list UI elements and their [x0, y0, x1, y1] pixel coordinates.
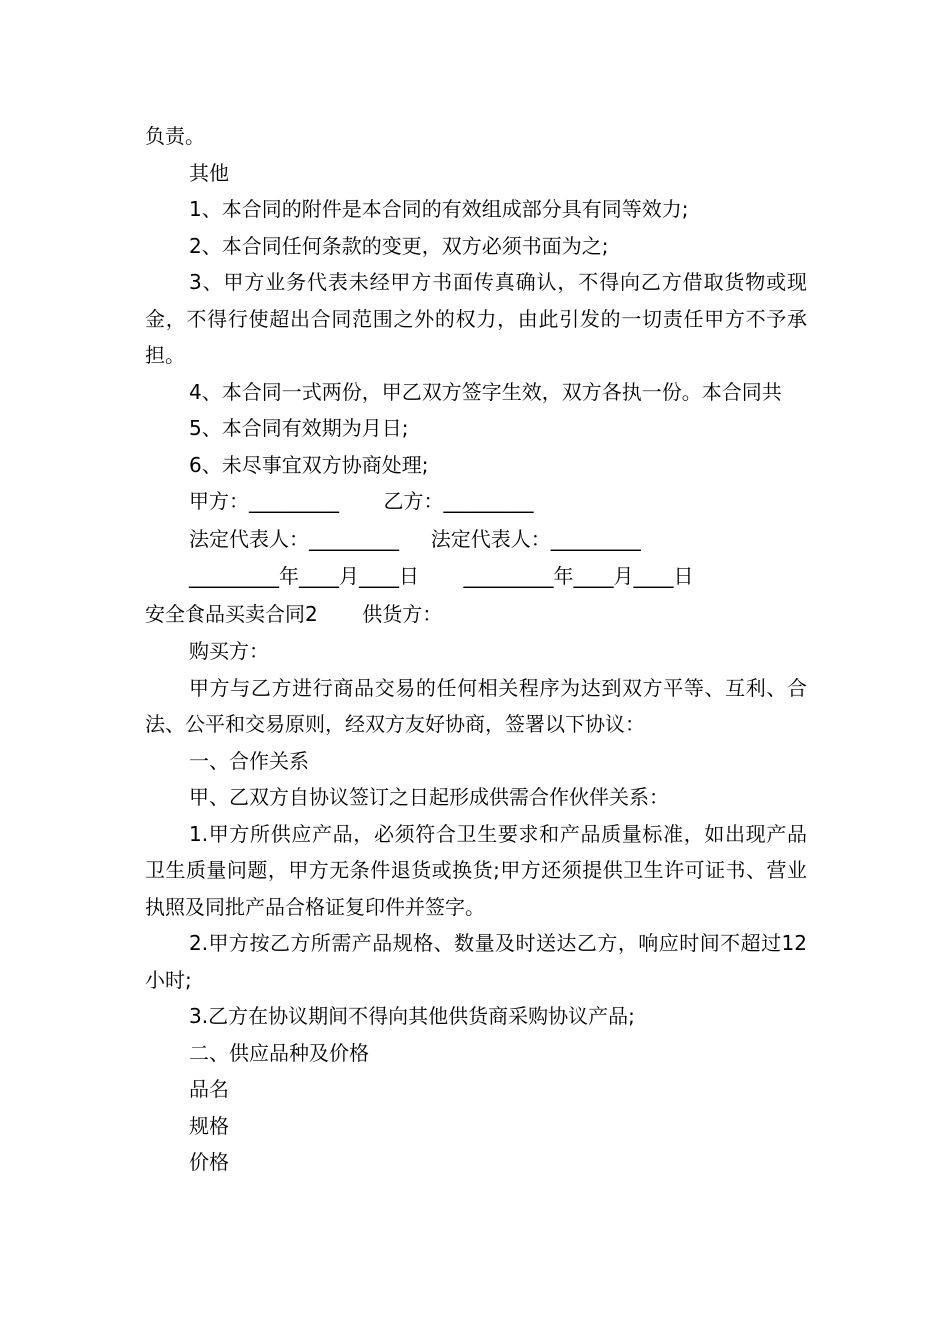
paragraph-fuze: 负责。: [145, 124, 205, 148]
contract-2-title-line: 安全食品买卖合同2 供货方：: [145, 601, 443, 626]
section-1-item-3: 3.乙方在协议期间不得向其他供货商采购协议产品;: [189, 1004, 635, 1028]
heading-qita: 其他: [189, 160, 229, 185]
section-1-item-1: 1.甲方所供应产品，必须符合卫生要求和产品质量标准，如出现产品卫生质量问题，甲方无条件退货或换货;甲方还须提供卫生许可证书、营业执照及同批产品合格证复印件并签字。: [145, 821, 807, 919]
section-2-heading: 二、供应品种及价格: [189, 1040, 369, 1065]
clause-5: 5、本合同有效期为月日;: [189, 416, 409, 440]
table-label-name: 品名: [189, 1077, 229, 1101]
clause-4: 4、本合同一式两份，甲乙双方签字生效，双方各执一份。本合同共: [189, 379, 782, 404]
section-1-heading: 一、合作关系: [189, 748, 309, 773]
signature-representative-line: 法定代表人：_________ 法定代表人：_________: [189, 526, 641, 551]
section-1-intro: 甲、乙双方自协议签订之日起形成供需合作伙伴关系：: [189, 785, 669, 809]
preamble: 甲方与乙方进行商品交易的任何相关程序为达到双方平等、互利、合法、公平和交易原则，经双方友好协商，签署以下协议：: [145, 675, 807, 736]
table-label-spec: 规格: [189, 1113, 229, 1138]
clause-2: 2、本合同任何条款的变更，双方必须书面为之;: [189, 233, 609, 258]
clause-6: 6、未尽事宜双方协商处理;: [189, 452, 429, 477]
clause-1: 1、本合同的附件是本合同的有效组成部分具有同等效力;: [189, 197, 689, 221]
section-1-item-2: 2.甲方按乙方所需产品规格、数量及时送达乙方，响应时间不超过12小时;: [145, 931, 807, 992]
table-label-price: 价格: [189, 1150, 229, 1174]
signature-party-line: 甲方：_________ 乙方：_________: [189, 489, 534, 513]
clause-3: 3、甲方业务代表未经甲方书面传真确认，不得向乙方借取货物或现金，不得行使超出合同范围之外的权力，由此引发的一切责任甲方不予承担。: [145, 270, 807, 367]
signature-date-line: _________年____月____日 _________年____月____日: [189, 564, 694, 588]
buyer-label: 购买方：: [189, 639, 269, 663]
document-body: [145, 118, 807, 1181]
